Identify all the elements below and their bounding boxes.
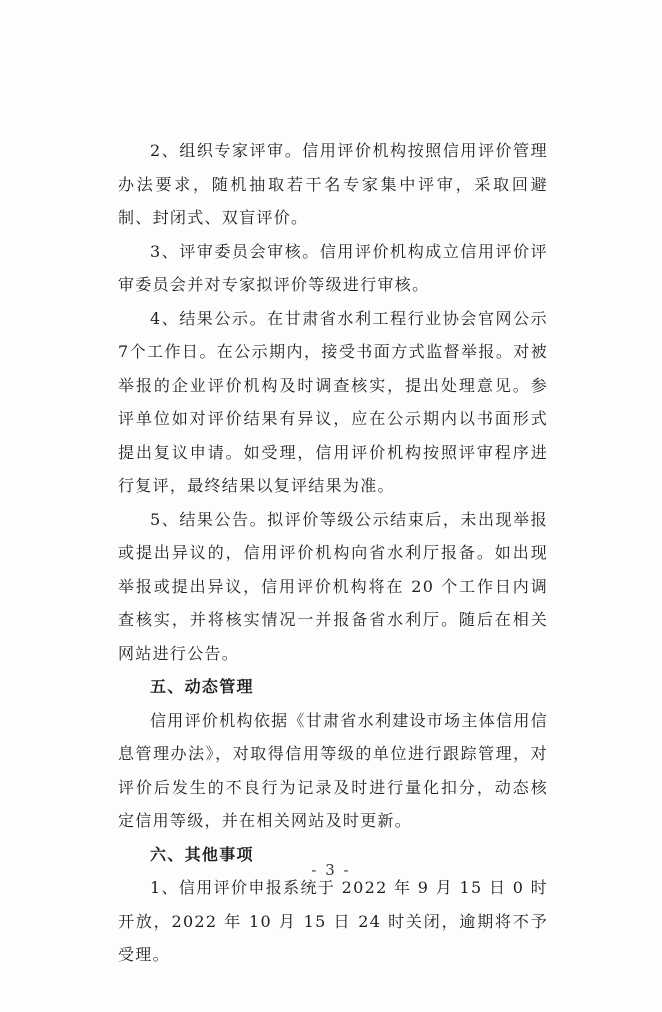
paragraph-result-announcement: 5、结果公告。拟评价等级公示结束后，未出现举报或提出异议的，信用评价机构向省水利厅报备。如出现举报或提出异议，信用评价机构将在 20 个工作日内调查核实，并将核实情况一并报备省水利厅。随后在相关网站进行公告。 — [118, 509, 548, 663]
paragraph-result-publicity: 4、结果公示。在甘肃省水利工程行业协会官网公示 7个工作日。在公示期内，接受书面方式监督举报。对被举报的企业评价机构及时调查核实，提出处理意见。参评单位如对评价结果有异议，应在公示期内以书面形式提出复议申请。如受理，信用评价机构按照评审程序进行复评，最终结果以复评结果为准。 — [118, 308, 548, 495]
document-body — [118, 134, 548, 972]
paragraph-dynamic-management: 信用评价机构依据《甘肃省水利建设市场主体信用信息管理办法》，对取得信用等级的单位进行跟踪管理，对评价后发生的不良行为记录及时进行量化扣分，动态核定信用等级，并在相关网站及时更新。 — [118, 710, 548, 830]
paragraph-committee-review: 3、评审委员会审核。信用评价机构成立信用评价评审委员会并对专家拟评价等级进行审核。 — [118, 241, 548, 294]
section-heading-dynamic-management: 五、动态管理 — [150, 677, 254, 696]
paragraph-system-schedule: 1、信用评价申报系统于 2022 年 9 月 15 日 0 时开放，2022 年 10 月 15 日 24 时关闭，逾期将不予受理。 — [118, 878, 548, 964]
section-heading-other-matters: 六、其他事项 — [150, 844, 254, 864]
page-number: - 3 - — [311, 861, 351, 879]
paragraph-expert-review: 2、组织专家评审。信用评价机构按照信用评价管理办法要求，随机抽取若干名专家集中评审，采取回避制、封闭式、双盲评价。 — [118, 141, 548, 227]
